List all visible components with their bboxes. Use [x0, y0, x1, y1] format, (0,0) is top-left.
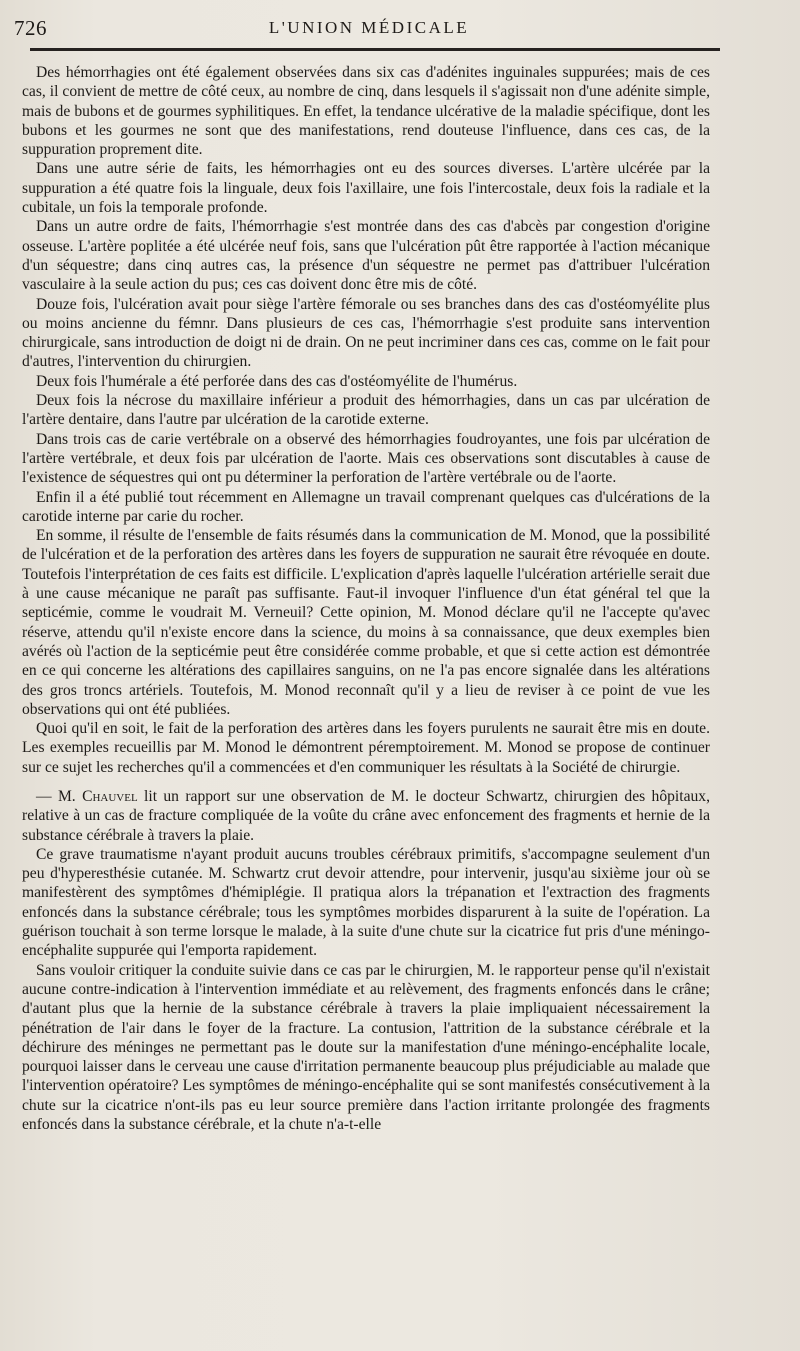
report-paragraph [22, 787, 710, 845]
paragraph: Des hémorrhagies ont été également observées dans six cas d'adénites inguinales suppurées; mais de ces cas, il convient de mettre de côté ceux, au nombre de cinq, dans lesquels il s'agissait non d'une adénite simple, mais de bubons et de gourmes syphilitiques. En effet, la tendance ulcérative de la maladie spécifique, dont les bubons et les gourmes ne sont que des manifestations, rend douteuse l'influence, dans ces cas, de la suppuration proprement dite. [22, 64, 710, 159]
paragraph: Quoi qu'il en soit, le fait de la perforation des artères dans les foyers purulents ne saurait être mis en doute. Les exemples recueillis par M. Monod le démontrent péremptoirement. M. Monod se propose de continuer sur ce sujet les recherches qu'il a commencées et d'en communiquer les résultats à la Société de chirurgie. [22, 720, 710, 776]
dash-lead: — M. [36, 787, 83, 805]
paragraph: Dans trois cas de carie vertébrale on a observé des hémorrhagies foudroyantes, une fois par ulcération de l'artère vertébrale, et deux fois par ulcération de l'aorte. Mais ces observations sont discutables à cause de l'existence de séquestres qui ont pu déterminer la perforation de l'artère vertébrale ou de l'aorte. [22, 430, 710, 487]
paragraph: Deux fois la nécrose du maxillaire inférieur a produit des hémorrhagies, dans un cas par ulcération de l'artère dentaire, dans l'autre par ulcération de la carotide externe. [22, 392, 710, 429]
paragraph: Dans une autre série de faits, les hémorrhagies ont eu des sources diverses. L'artère ulcérée par la suppuration a été quatre fois la linguale, deux fois l'axillaire, une fois l'intercostale, deux fois la radiale et la cubitale, un fois la temporale profonde. [22, 160, 710, 217]
running-head: L'UNION MÉDICALE [268, 18, 470, 37]
paragraph: En somme, il résulte de l'ensemble de faits résumés dans la communication de M. Monod, que la possibilité de l'ulcération et de la perforation des artères dans les foyers de suppuration ne saurait être révoquée en doute. Toutefois l'interprétation de ces faits est difficile. L'explication d'après laquelle l'ulcération artérielle serait due à une cause mécanique ne paraît pas suffisante. Faut-il invoquer l'influence d'un état général tel que la septicémie, comme le voudrait M. Verneuil? Cette opinion, M. Monod déclare qu'il ne l'accepte qu'avec réserve, attendu qu'il n'existe encore dans la science, du moins à sa connaissance, que deux exemples bien avérés où l'action de la septicémie peut être considérée comme probable, et que si cette action est démontrée en ce qui concerne les altérations des capillaires sanguins, on ne l'a pas encore signalée dans les altérations des gros troncs artériels. Toutefois, M. Monod reconnaît qu'il y a lieu de reviser à ce point de vue les observations qui ont été publiées. [22, 527, 710, 718]
header-rule [30, 48, 720, 51]
paragraph: Douze fois, l'ulcération avait pour siège l'artère fémorale ou ses branches dans des cas d'ostéomyélite plus ou moins ancienne du fémnr. Dans plusieurs de ces cas, l'hémorrhagie s'est produite sans intervention chirurgicale, sans introduction de doigt ni de drain. On ne peut incriminer dans ces cas, comme on le fait pour d'autres, l'intervention du chirurgien. [22, 295, 710, 371]
paragraph: Enfin il a été publié tout récemment en Allemagne un travail comprenant quelques cas d'ulcérations de la carotide interne par carie du rocher. [22, 488, 710, 525]
paragraph: Sans vouloir critiquer la conduite suivie dans ce cas par le chirurgien, M. le rapporteur pense qu'il n'existait aucune contre-indication à l'intervention immédiate et au relèvement, des fragments enfoncés dans le crâne; d'autant plus que la hernie de la substance cérébrale à travers la plaie impliquaient nécessairement la pénétration de l'air dans le foyer de la fracture. La contusion, l'attrition de la substance cérébrale et la déchirure des méninges ne permettant pas le doute sur la manifestation d'une méningo-encéphalite locale, pourquoi laisser dans le cerveau une cause d'irritation permanente beaucoup plus préjudiciable au malade que l'intervention opératoire? Les symptômes de méningo-encéphalite qui se sont manifestés consécutivement à la chute sur la cicatrice n'ont-ils pas eu leur source première dans l'action irritante prolongée des fragments enfoncés dans la substance cérébrale, et la chute n'a-t-elle [22, 961, 710, 1134]
page-header [14, 16, 724, 42]
paragraph: Deux fois l'humérale a été perforée dans des cas d'ostéomyélite de l'humérus. [36, 372, 518, 390]
article-body [22, 63, 710, 1134]
author-name: Chauvel [82, 787, 138, 805]
paragraph: Dans un autre ordre de faits, l'hémorrhagie s'est montrée dans des cas d'abcès par congestion d'origine osseuse. L'artère poplitée a été ulcérée neuf fois, sans que l'ulcération pût être rapportée à l'action mécanique d'un séquestre; dans cinq autres cas, la présence d'un séquestre ne permet pas d'attribuer l'ulcération vasculaire à la seule action du pus; ces cas doivent donc être mis de côté. [22, 218, 710, 294]
report-text: lit un rapport sur une observation de M. le docteur Schwartz, chirurgien des hôpitaux, relative à un cas de fracture compliquée de la voûte du crâne avec enfoncement des fragments et hernie de la substance cérébrale à travers la plaie. [22, 787, 710, 844]
paragraph: Ce grave traumatisme n'ayant produit aucuns troubles cérébraux primitifs, s'accompagne seulement d'un peu d'hyperesthésie cutanée. M. Schwartz crut devoir attendre, pour intervenir, jusqu'au sixième jour où se manifestèrent des symptômes d'hémiplégie. Il pratiqua alors la trépanation et l'extraction des fragments enfoncés dans la substance cérébrale; tous les symptômes morbides disparurent à la suite de l'opération. La guérison touchait à son terme lorsque le malade, à la suite d'une chute sur la cicatrice fut pris d'une méningo-encéphalite suppurée qui l'emporta rapidement. [22, 845, 710, 960]
page-number: 726 [14, 16, 47, 40]
